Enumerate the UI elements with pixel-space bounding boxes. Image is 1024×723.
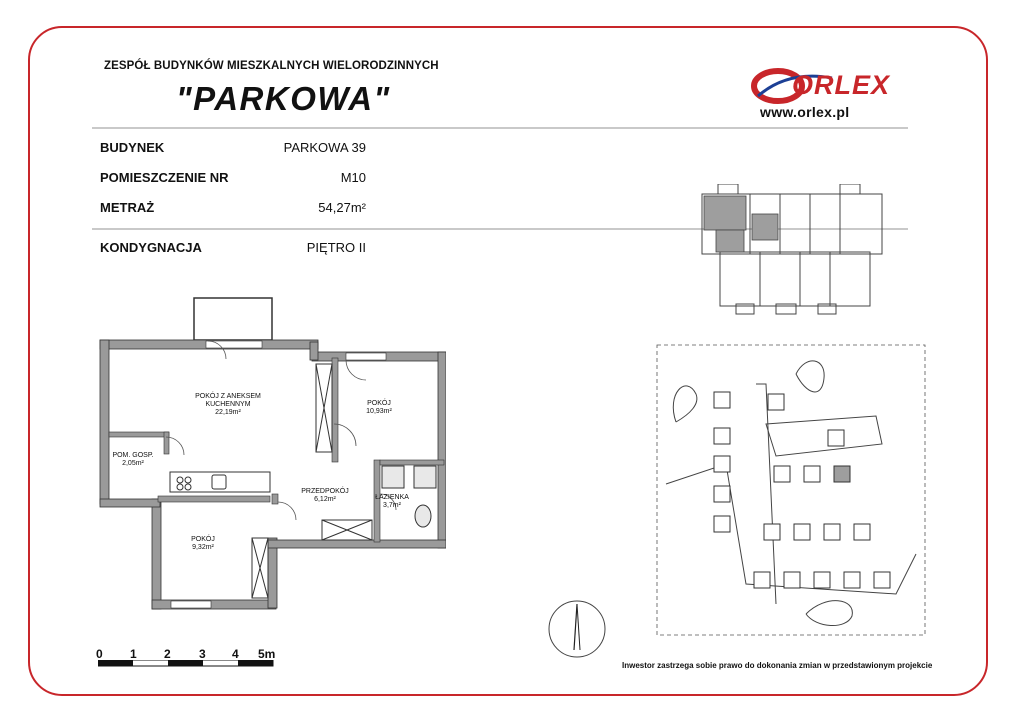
floor-label: KONDYGNACJA (100, 240, 202, 255)
project-title: "PARKOWA" (176, 80, 391, 117)
label-hall: PRZEDPOKÓJ (301, 488, 349, 495)
building-value: PARKOWA 39 (283, 140, 366, 155)
building-label: BUDYNEK (100, 140, 165, 155)
label-living-room-2: KUCHENNYM (205, 401, 251, 408)
label-living-room: POKÓJ Z ANEKSEM (195, 393, 261, 400)
scale-label-1: 1 (130, 647, 137, 661)
site-plan (656, 344, 926, 636)
scale-label-0: 0 (96, 647, 103, 661)
area-value: 54,27m² (318, 200, 366, 215)
label-hall-area: 6,12m² (314, 496, 336, 503)
footer-disclaimer: Inwestor zastrzega sobie prawo do dokonania zmian w przedstawionym projekcie (622, 661, 933, 670)
area-label: METRAŻ (100, 200, 155, 215)
apartment-floor-plan (96, 294, 446, 614)
north-arrow-icon (546, 598, 608, 660)
label-bath: ŁAZIENKA (375, 494, 409, 501)
site-plan-highlighted-building (834, 466, 850, 482)
scale-label-4: 4 (232, 647, 239, 661)
complex-name: ZESPÓŁ BUDYNKÓW MIESZKALNYCH WIELORODZINNYCH (104, 60, 439, 72)
unit-label: POMIESZCZENIE NR (100, 170, 229, 185)
label-room1-area: 10,93m² (366, 408, 392, 415)
label-room1: POKÓJ (367, 400, 391, 407)
orlex-url: www.orlex.pl (760, 104, 850, 120)
floor-value: PIĘTRO II (306, 240, 366, 255)
label-utility: POM. GOSP. (112, 452, 154, 459)
unit-value: M10 (340, 170, 366, 185)
label-utility-area: 2,05m² (122, 460, 144, 467)
label-room2-area: 9,32m² (192, 544, 214, 551)
scale-bar (98, 660, 274, 668)
scale-label-5m: 5m (258, 647, 276, 661)
label-living-area: 22,19m² (215, 409, 241, 416)
scale-label-2: 2 (164, 647, 171, 661)
orlex-brand-text: ORLEX (792, 70, 891, 100)
label-room2: POKÓJ (191, 536, 215, 543)
divider-top (92, 127, 908, 129)
floor-key-plan (700, 184, 884, 320)
label-bath-area: 3,7m² (383, 502, 401, 509)
scale-label-3: 3 (199, 647, 206, 661)
